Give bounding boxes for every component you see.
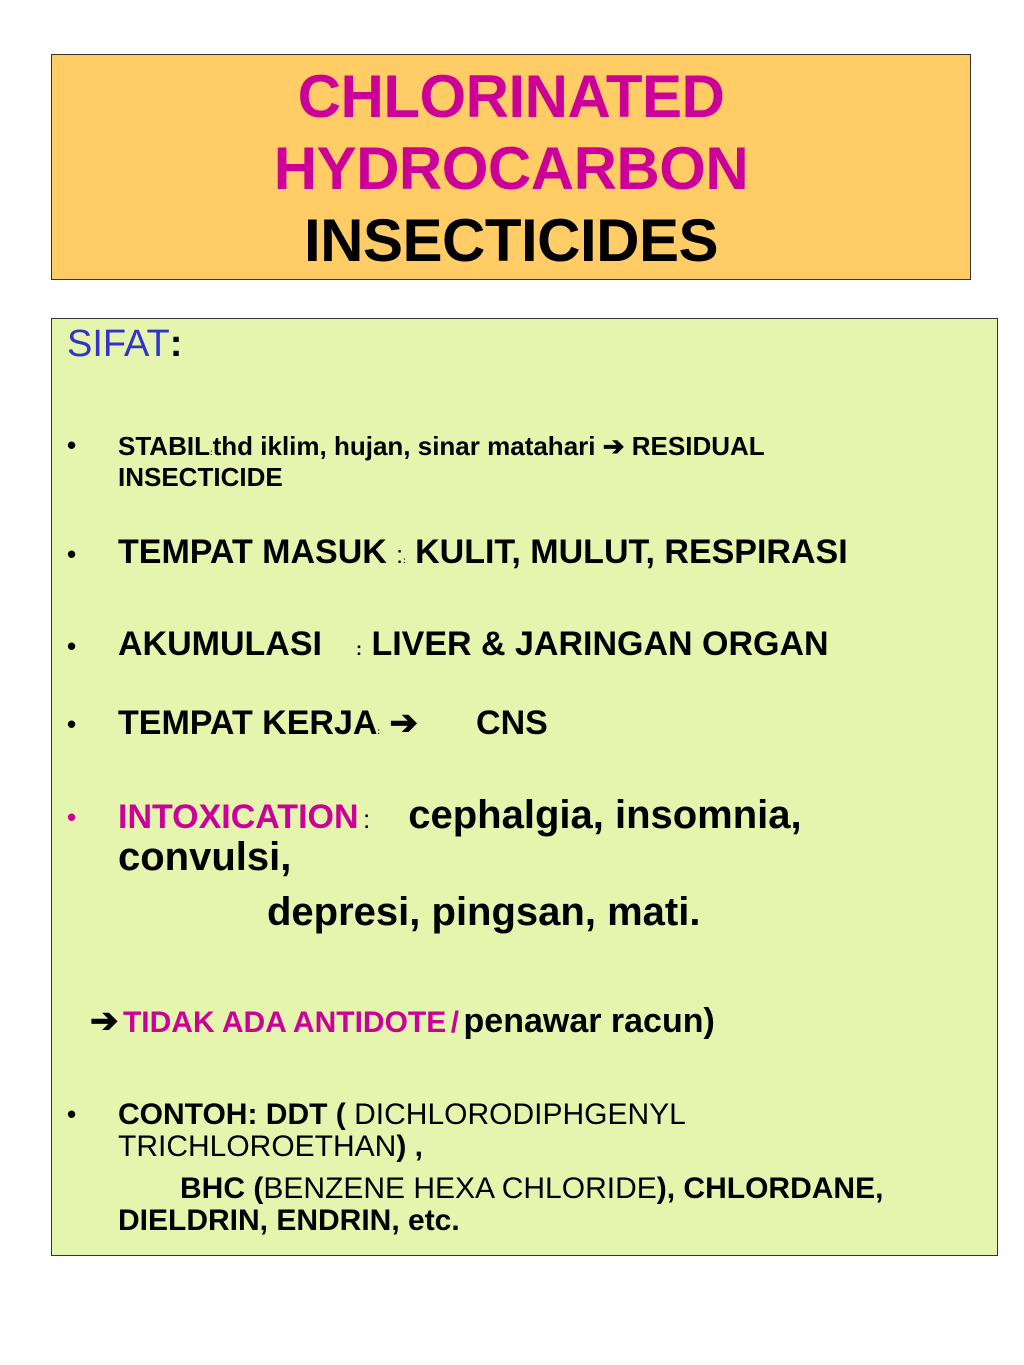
antidote-label: TIDAK ADA ANTIDOTE	[122, 1006, 447, 1039]
contoh-rest: ), CHLORDANE,	[656, 1172, 884, 1205]
stabil-line-1	[118, 431, 765, 462]
ddt-name: DICHLORODIPHGENYL	[354, 1098, 686, 1131]
title-box	[51, 54, 971, 280]
intoxication-line-2: convulsi,	[118, 835, 292, 879]
heading-word: SIFAT	[67, 323, 170, 365]
tempat-kerja-label: TEMPAT KERJA	[118, 704, 378, 742]
tempat-masuk-line	[118, 533, 848, 572]
title-line-1: CHLORINATED	[297, 63, 725, 130]
akumulasi-label: AKUMULASI	[118, 625, 322, 663]
ddt-name-cont: TRICHLOROETHAN	[118, 1130, 397, 1163]
antidote-slash: /	[450, 1006, 460, 1039]
intoxication-line-1	[118, 793, 802, 838]
bullet-akumulasi: •	[67, 631, 77, 661]
stabil-line-2: INSECTICIDE	[118, 462, 283, 492]
contoh-line-2	[118, 1130, 423, 1164]
contoh-line-4: DIELDRIN, ENDRIN, etc.	[118, 1204, 460, 1237]
tempat-masuk-colon: :	[396, 542, 403, 569]
contoh-label: CONTOH: DDT (	[118, 1098, 346, 1131]
akumulasi-line	[118, 625, 829, 664]
contoh-line-3	[180, 1172, 883, 1206]
stabil-label: STABIL	[118, 431, 210, 461]
contoh-line-1	[118, 1098, 686, 1132]
title-line-2: HYDROCARBON	[273, 135, 749, 202]
bhc-name: BENZENE HEXA CHLORIDE	[263, 1172, 657, 1205]
content-box	[51, 318, 998, 1256]
stabil-result: RESIDUAL	[631, 431, 765, 461]
stabil-colon: :	[209, 448, 213, 457]
section-heading	[67, 323, 182, 366]
bullet-tempat-masuk: •	[67, 539, 77, 569]
bullet-tempat-kerja: •	[67, 709, 77, 739]
tempat-masuk-label: TEMPAT MASUK	[118, 533, 387, 571]
tempat-masuk-tiny-colon: :	[402, 556, 406, 565]
ddt-close: ) ,	[396, 1130, 424, 1163]
tempat-kerja-line	[118, 703, 548, 743]
arrow-icon: ➔	[90, 1002, 119, 1040]
title-line-3: INSECTICIDES	[303, 207, 719, 274]
tempat-masuk-text: KULIT, MULUT, RESPIRASI	[415, 533, 848, 571]
akumulasi-colon: :	[355, 639, 362, 659]
arrow-icon: ➔	[389, 704, 419, 742]
tempat-kerja-colon: :	[377, 727, 381, 736]
antidote-text: penawar racun)	[463, 1002, 715, 1040]
bullet-stabil: •	[67, 430, 77, 460]
tempat-kerja-text: CNS	[476, 704, 548, 742]
intoxication-text: cephalgia, insomnia,	[408, 793, 802, 837]
intoxication-colon: :	[362, 804, 371, 834]
intoxication-line-3: depresi, pingsan, mati.	[267, 890, 701, 934]
arrow-icon: ➔	[602, 431, 625, 461]
bullet-contoh: •	[67, 1099, 77, 1129]
stabil-text: thd iklim, hujan, sinar matahari	[212, 431, 596, 461]
bhc-label: BHC (	[180, 1172, 264, 1205]
intoxication-label: INTOXICATION	[118, 798, 359, 836]
bullet-intoxication: •	[67, 802, 77, 832]
akumulasi-text: LIVER & JARINGAN ORGAN	[371, 625, 829, 663]
heading-colon: :	[169, 323, 183, 365]
antidote-line	[90, 1001, 715, 1041]
